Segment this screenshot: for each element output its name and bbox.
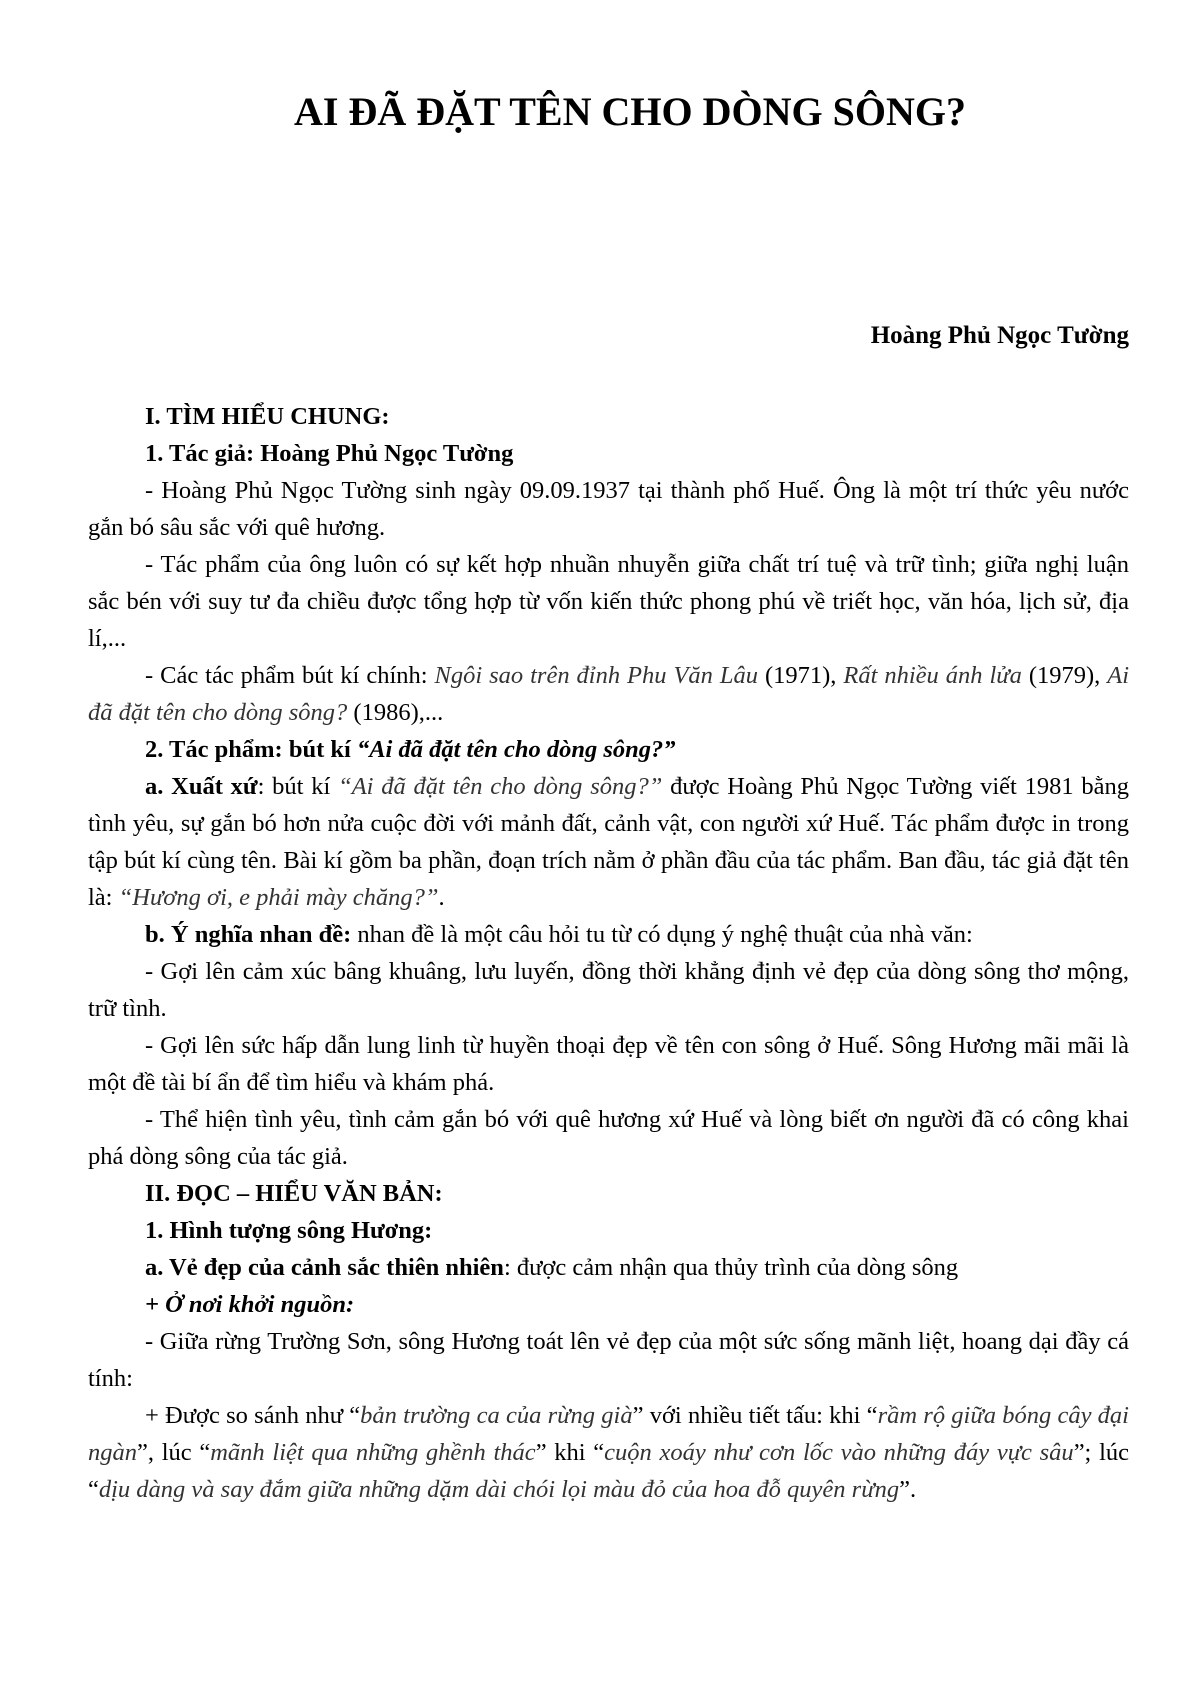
page-title: AI ĐÃ ĐẶT TÊN CHO DÒNG SÔNG?: [294, 89, 966, 134]
text-run: .: [438, 884, 445, 911]
text-run: : bút kí: [257, 773, 339, 800]
work-title: “Ai đã đặt tên cho dòng sông?”: [356, 736, 676, 763]
paragraph: [88, 657, 1129, 731]
text-run: ”; lúc “: [88, 1439, 1130, 1503]
item-label: a. Xuất xứ: [145, 773, 258, 800]
text-run: được Hoàng Phủ Ngọc Tường viết 1981 bằng tình yêu, sự gắn bó hơn nửa cuộc đời với mảnh đất, cảnh vật, con người xứ Huế. Tác phẩm được in trong tập bút kí cùng tên. Bài kí gồm ba phần, đoạn trích nằm ở phần đầu của tác phẩm. Ban đầu, tác giả đặt tên là:: [88, 773, 1129, 911]
text-run: ”.: [899, 1476, 917, 1503]
author-name: Hoàng Phủ Ngọc Tường: [870, 322, 1129, 349]
document-body: [88, 398, 1129, 1508]
subitem-heading: + Ở nơi khởi nguồn:: [145, 1291, 355, 1318]
work-title: “Ai đã đặt tên cho dòng sông?”: [338, 773, 663, 800]
quote: bản trường ca của rừng già: [360, 1402, 633, 1429]
subsection-heading: 1. Tác giả: Hoàng Phủ Ngọc Tường: [145, 440, 514, 467]
text-run: (1986),...: [347, 699, 444, 726]
text-run: 2. Tác phẩm: bút kí: [145, 736, 357, 763]
text-run: ” với nhiều tiết tấu: khi “: [632, 1402, 878, 1429]
text-run: (1971),: [758, 662, 844, 689]
text-run: - Các tác phẩm bút kí chính:: [145, 662, 435, 689]
subsection-heading: 1. Hình tượng sông Hương:: [145, 1217, 433, 1244]
paragraph: - Tác phẩm của ông luôn có sự kết hợp nhuần nhuyễn giữa chất trí tuệ và trữ tình; giữa nghị luận sắc bén với suy tư đa chiều được tổng hợp từ vốn kiến thức phong phú về triết học, văn hóa, lịch sử, địa lí,...: [88, 551, 1129, 652]
item-label: a. Vẻ đẹp của cảnh sắc thiên nhiên: [145, 1254, 504, 1281]
text-run: (1979),: [1021, 662, 1108, 689]
quote: dịu dàng và say đắm giữa những dặm dài chói lọi màu đỏ của hoa đỗ quyên rừng: [98, 1476, 900, 1503]
text-run: nhan đề là một câu hỏi tu từ có dụng ý nghệ thuật của nhà văn:: [351, 921, 973, 948]
quote: cuộn xoáy như cơn lốc vào những đáy vực sâu: [604, 1439, 1074, 1466]
paragraph: - Hoàng Phủ Ngọc Tường sinh ngày 09.09.1937 tại thành phố Huế. Ông là một trí thức yêu nước gắn bó sâu sắc với quê hương.: [88, 477, 1129, 541]
quote: rầm rộ giữa bóng cây đại ngàn: [88, 1402, 1129, 1466]
paragraph: [88, 916, 1129, 953]
paragraph: - Giữa rừng Trường Sơn, sông Hương toát lên vẻ đẹp của một sức sống mãnh liệt, hoang dại đầy cá tính:: [88, 1328, 1129, 1392]
paragraph: [88, 1249, 1129, 1286]
paragraph: - Thể hiện tình yêu, tình cảm gắn bó với quê hương xứ Huế và lòng biết ơn người đã có công khai phá dòng sông của tác giả.: [88, 1106, 1129, 1170]
section-heading: I. TÌM HIỂU CHUNG:: [145, 403, 390, 430]
paragraph: - Gợi lên sức hấp dẫn lung linh từ huyền thoại đẹp về tên con sông ở Huế. Sông Hương mãi mãi là một đề tài bí ẩn để tìm hiểu và khám phá.: [88, 1032, 1129, 1096]
work-title: “Hương ơi, e phải mày chăng?”: [118, 884, 439, 911]
section-heading: II. ĐỌC – HIỂU VĂN BẢN:: [145, 1180, 443, 1207]
work-title: Rất nhiều ánh lửa: [843, 662, 1022, 689]
text-run: ”, lúc “: [137, 1439, 211, 1466]
work-title: Ai đã đặt tên cho dòng sông?: [88, 662, 1130, 726]
quote: mãnh liệt qua những ghềnh thác: [210, 1439, 536, 1466]
item-label: b. Ý nghĩa nhan đề:: [145, 921, 352, 948]
text-run: ” khi “: [535, 1439, 605, 1466]
paragraph: [88, 1397, 1129, 1508]
work-title: Ngôi sao trên đỉnh Phu Văn Lâu: [434, 662, 759, 689]
paragraph: [88, 768, 1129, 916]
text-run: + Được so sánh như “: [145, 1402, 361, 1429]
subsection-heading: [88, 731, 1129, 768]
text-run: : được cảm nhận qua thủy trình của dòng sông: [503, 1254, 959, 1281]
paragraph: - Gợi lên cảm xúc bâng khuâng, lưu luyến, đồng thời khẳng định vẻ đẹp của dòng sông thơ mộng, trữ tình.: [88, 958, 1129, 1022]
